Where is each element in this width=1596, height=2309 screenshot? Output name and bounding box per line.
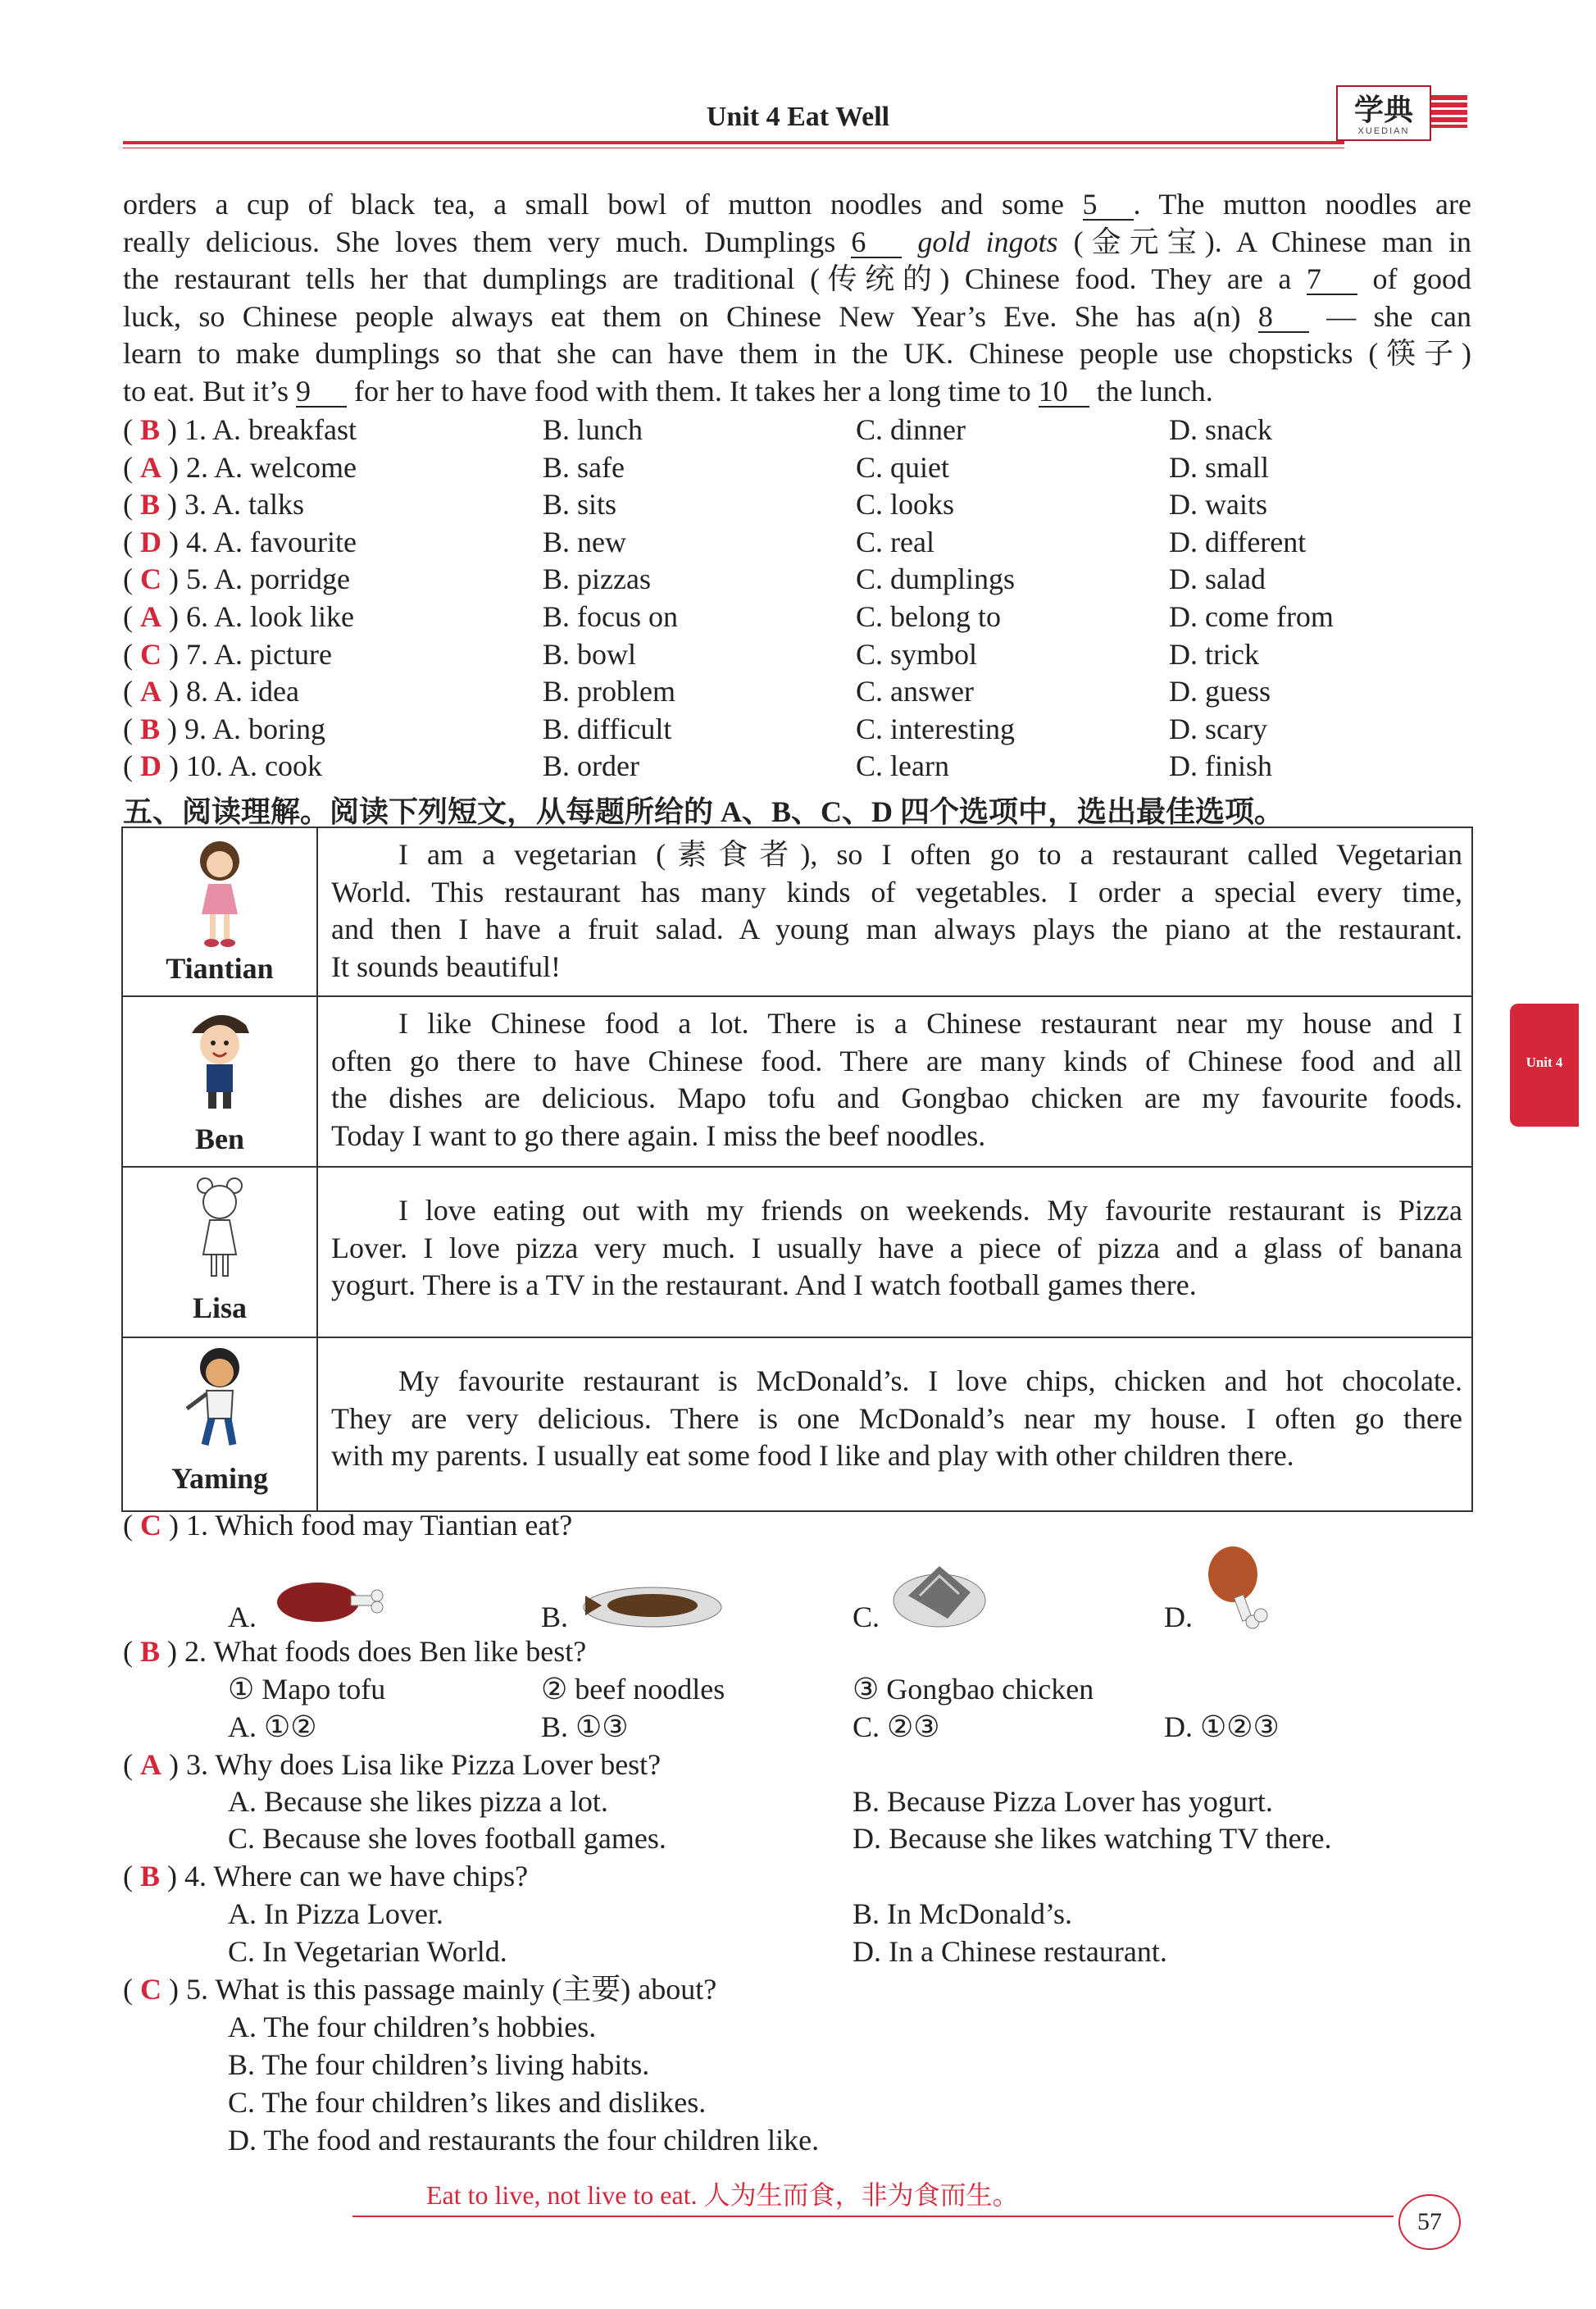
- q4-option-a: A. In Pizza Lover.: [228, 1897, 443, 1930]
- q2-option-d: D. ①②③: [1164, 1710, 1280, 1743]
- cloze-question-stem: ( B ) 1. A. breakfast: [123, 413, 357, 446]
- q2-item-3: ③ Gongbao chicken: [853, 1673, 1094, 1706]
- xuedian-logo: [1336, 85, 1467, 138]
- passage-ben: I like Chinese food a lot. There is a Chinese restaurant near my house and I often go there to have Chinese food. There are many kinds of Chinese food and all the dishes are delicious. Mapo tofu and Gongbao chicken are my favourite foods. Today I want to go there again. I miss the beef noodles.: [331, 1007, 1462, 1152]
- cloze-option-d: D. come from: [1169, 600, 1334, 633]
- cloze-question-stem: ( A ) 2. A. welcome: [123, 450, 357, 484]
- cloze-passage: [123, 186, 1471, 411]
- vegetable-dish-image: [890, 1551, 989, 1633]
- q2-option-b: B. ①③: [541, 1710, 629, 1743]
- answer-q3: A: [140, 1748, 161, 1781]
- q2-option-a: A. ①②: [228, 1710, 317, 1743]
- cloze-option-b: B. bowl: [543, 637, 637, 671]
- answer-q5: C: [140, 1973, 161, 2006]
- cloze-option-d: D. small: [1169, 450, 1269, 484]
- q4-option-b: B. In McDonald’s.: [853, 1897, 1072, 1930]
- header-rule: [123, 141, 1344, 144]
- reading-table: [121, 827, 1473, 1512]
- yaming-boy-illustration: [177, 1343, 259, 1458]
- cloze-answer: D: [140, 525, 161, 558]
- cloze-option-c: C. dumplings: [856, 562, 1016, 596]
- answer-q1: C: [140, 1509, 161, 1542]
- cloze-option-c: C. real: [856, 525, 934, 558]
- name-tiantian: Tiantian: [166, 952, 274, 985]
- cloze-line-2: really delicious. She loves them very much. Dumplings 6 gold ingots (金元宝). A Chinese man in: [123, 225, 1472, 258]
- cloze-option-d: D. guess: [1169, 675, 1271, 708]
- q5-option-d: D. The food and restaurants the four children like.: [228, 2124, 820, 2156]
- cloze-answer: A: [140, 450, 161, 484]
- q2-item-1: ① Mapo tofu: [228, 1673, 386, 1706]
- cloze-answer: B: [140, 488, 161, 521]
- table-divider: [316, 828, 318, 1510]
- footer-motto: Eat to live, not live to eat. 人为生而食，非为食而生。: [426, 2180, 1019, 2210]
- cloze-option-c: C. belong to: [856, 600, 1001, 633]
- cloze-line-5: learn to make dumplings so that she can have them in the UK. Chinese people use chopsticks (筷子): [123, 337, 1471, 371]
- q4-option-c: C. In Vegetarian World.: [228, 1935, 507, 1968]
- passage-tiantian: I am a vegetarian (素食者), so I often go to a restaurant called Vegetarian World. This restaurant has many kinds of vegetables. I order a special every time, and then I have a fruit salad. A young man always plays the piano at the restaurant. It sounds beautiful!: [331, 838, 1462, 983]
- name-yaming: Yaming: [171, 1462, 269, 1495]
- cloze-line-6: to eat. But it’s 9 for her to have food with them. It takes her a long time to 10 the lunch.: [123, 374, 1213, 408]
- cloze-question-stem: ( A ) 8. A. idea: [123, 675, 299, 708]
- reading-q5: ( C ) 5. What is this passage mainly (主要) about?: [123, 1973, 717, 2006]
- answer-q4: B: [140, 1860, 161, 1892]
- q3-option-a: A. Because she likes pizza a lot.: [228, 1785, 608, 1818]
- answer-q2: B: [140, 1635, 161, 1668]
- q5-option-b: B. The four children’s living habits.: [228, 2048, 650, 2081]
- blank-5: 5: [1083, 189, 1134, 221]
- q1-option-a: A.: [228, 1601, 257, 1633]
- cloze-option-d: D. different: [1169, 525, 1307, 558]
- cloze-question-stem: ( D ) 4. A. favourite: [123, 525, 357, 558]
- cloze-question-stem: ( C ) 5. A. porridge: [123, 562, 350, 596]
- q3-option-d: D. Because she likes watching TV there.: [853, 1822, 1332, 1855]
- footer-rule: [352, 2216, 1394, 2217]
- cloze-option-b: B. lunch: [543, 413, 643, 446]
- row-divider: [123, 1166, 1471, 1168]
- logo-stripes: [1431, 95, 1467, 128]
- cloze-option-c: C. symbol: [856, 637, 978, 671]
- reading-q3: ( A ) 3. Why does Lisa like Pizza Lover best?: [123, 1748, 662, 1781]
- row-divider: [123, 1337, 1471, 1338]
- logo-chinese: 学典: [1353, 93, 1413, 126]
- blank-7: 7: [1307, 264, 1357, 295]
- q1-option-c: C.: [853, 1601, 880, 1633]
- cloze-option-b: B. difficult: [543, 712, 672, 745]
- q3-option-b: B. Because Pizza Lover has yogurt.: [853, 1785, 1273, 1818]
- q4-option-d: D. In a Chinese restaurant.: [853, 1935, 1167, 1968]
- cloze-option-c: C. answer: [856, 675, 974, 708]
- blank-10: 10: [1039, 376, 1089, 408]
- cloze-question-stem: ( A ) 6. A. look like: [123, 600, 354, 633]
- cloze-option-c: C. learn: [856, 749, 949, 783]
- cloze-option-c: C. quiet: [856, 450, 949, 484]
- cloze-option-d: D. waits: [1169, 488, 1267, 521]
- cloze-option-c: C. dinner: [856, 413, 966, 446]
- cloze-option-b: B. safe: [543, 450, 625, 484]
- side-tab-label: Unit 4: [1526, 1054, 1563, 1070]
- unit-title: Unit 4 Eat Well: [706, 102, 890, 132]
- cloze-option-d: D. trick: [1169, 637, 1259, 671]
- lisa-girl-illustration: [187, 1173, 252, 1287]
- cloze-option-c: C. interesting: [856, 712, 1015, 745]
- cloze-answer: B: [140, 712, 161, 745]
- cloze-answer: C: [140, 562, 161, 596]
- unit-side-tab[interactable]: [1510, 1004, 1579, 1127]
- reading-q2: ( B ) 2. What foods does Ben like best?: [123, 1635, 587, 1668]
- cloze-option-d: D. salad: [1169, 562, 1266, 596]
- cloze-option-b: B. focus on: [543, 600, 678, 633]
- page-number: 57: [1398, 2194, 1461, 2250]
- cloze-option-b: B. problem: [543, 675, 675, 708]
- cloze-option-d: D. finish: [1169, 749, 1272, 783]
- cloze-question-stem: ( B ) 3. A. talks: [123, 488, 305, 521]
- cloze-option-d: D. snack: [1169, 413, 1272, 446]
- cloze-answer: A: [140, 675, 161, 708]
- cloze-line-4: luck, so Chinese people always eat them on Chinese New Year’s Eve. She has a(n) 8 — she can: [123, 299, 1472, 333]
- cloze-option-b: B. new: [543, 525, 626, 558]
- cloze-question-stem: ( C ) 7. A. picture: [123, 637, 332, 671]
- section-five-heading: 五、阅读理解。阅读下列短文，从每题所给的 A、B、C、D 四个选项中，选出最佳选项。: [123, 795, 1285, 828]
- cloze-answer: C: [140, 637, 161, 671]
- q5-option-a: A. The four children’s hobbies.: [228, 2011, 597, 2043]
- cloze-question-stem: ( D ) 10. A. cook: [123, 749, 322, 783]
- fish-dish-image: [577, 1574, 725, 1632]
- blank-9: 9: [296, 376, 347, 408]
- q3-option-c: C. Because she loves football games.: [228, 1822, 666, 1855]
- cloze-line-3: the restaurant tells her that dumplings are traditional (传统的) Chinese food. They are a 7 of good: [123, 262, 1472, 296]
- q5-option-c: C. The four children’s likes and dislikes.: [228, 2086, 707, 2119]
- blank-6: 6: [851, 227, 902, 258]
- cloze-option-b: B. sits: [543, 488, 617, 521]
- q2-item-2: ② beef noodles: [541, 1673, 725, 1706]
- cloze-option-b: B. pizzas: [543, 562, 651, 596]
- cloze-answer: D: [140, 749, 161, 783]
- reading-q1: ( C ) 1. Which food may Tiantian eat?: [123, 1509, 573, 1542]
- meat-leg-image: [261, 1571, 392, 1628]
- passage-lisa: I love eating out with my friends on weekends. My favourite restaurant is Pizza Lover. I love pizza very much. I usually have a piece of pizza and a glass of banana yogurt. There is a TV in the restaurant. And I watch football games there.: [331, 1194, 1462, 1302]
- passage-yaming: My favourite restaurant is McDonald’s. I love chips, chicken and hot chocolate. They are very delicious. There is one McDonald’s near my house. I often go there with my parents. I usually eat some food I like and play with other children there.: [331, 1364, 1462, 1473]
- cloze-line-1: orders a cup of black tea, a small bowl of mutton noodles and some 5 . The mutton noodles are: [123, 188, 1472, 221]
- cloze-answer: B: [140, 413, 161, 446]
- q2-option-c: C. ②③: [853, 1710, 940, 1743]
- blank-8: 8: [1258, 302, 1309, 333]
- cloze-option-b: B. order: [543, 749, 639, 783]
- tiantian-girl-illustration: [187, 836, 252, 955]
- name-lisa: Lisa: [192, 1291, 248, 1324]
- chicken-drumstick-image: [1200, 1542, 1274, 1636]
- q1-option-d: D.: [1164, 1601, 1193, 1633]
- cloze-answer: A: [140, 600, 161, 633]
- q1-option-b: B.: [541, 1601, 569, 1633]
- cloze-question-stem: ( B ) 9. A. boring: [123, 712, 326, 745]
- name-ben: Ben: [194, 1123, 244, 1155]
- cloze-option-c: C. looks: [856, 488, 955, 521]
- ben-boy-illustration: [180, 1004, 259, 1118]
- logo-box: [1336, 85, 1431, 141]
- row-divider: [123, 995, 1471, 997]
- reading-q4: ( B ) 4. Where can we have chips?: [123, 1860, 529, 1892]
- logo-english: XUEDIAN: [1357, 126, 1410, 136]
- cloze-option-d: D. scary: [1169, 712, 1267, 745]
